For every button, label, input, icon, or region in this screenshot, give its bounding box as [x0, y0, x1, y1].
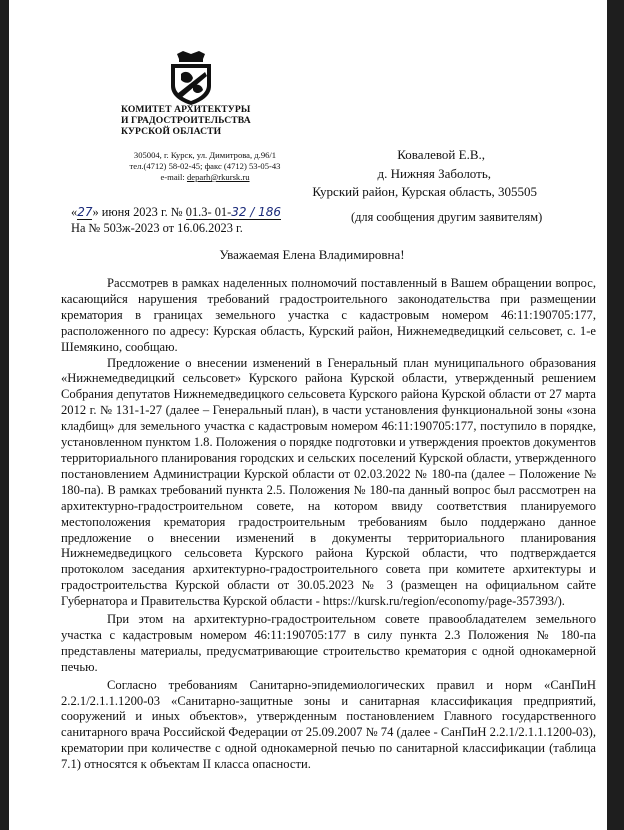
- organization-name: КОМИТЕТ АРХИТЕКТУРЫ И ГРАДОСТРОИТЕЛЬСТВА КУРСКОЙ ОБЛАСТИ: [121, 104, 251, 137]
- recipient-block: [309, 146, 609, 202]
- organization-phone: тел.(4712) 58-02-45; факс (4712) 53-05-43: [129, 161, 281, 171]
- recipient-note: (для сообщения другим заявителям): [351, 210, 543, 224]
- recipient-region: Курский район, Курская область, 305505: [312, 184, 537, 199]
- email-link[interactable]: deparh@rkursk.ru: [186, 172, 250, 182]
- paragraph: Рассмотрев в рамках наделенных полномочий поставленный в Вашем обращении вопрос, касающийся нарушения требований градостроительного законодательства при размещении крематория в границах земельного участка с кадастровым номером 46:11:190705:177, расположенного по адресу: Курская область, Курский район, Нижнемедведицкий сельсовет, с. 1-е Шемякино, сообщаю.: [61, 276, 596, 354]
- salutation: Уважаемая Елена Владимировна!: [219, 247, 405, 262]
- recipient-name: Ковалевой Е.В.,: [397, 147, 485, 162]
- kursk-coat-of-arms-icon: [167, 50, 215, 106]
- organization-contacts: [105, 150, 305, 183]
- scan-edge: [607, 0, 615, 830]
- letter-page: [9, 0, 615, 830]
- handwritten-number: 32 / 186: [231, 205, 282, 219]
- paragraph: При этом на архитектурно-градостроительном совете правообладателем земельного участка с кадастровым номером 46:11:190705:177 в силу пункта 2.3 Положения № 180-па представлены материалы, предусматривающие строительство крематория с одной однокамерной печью.: [61, 612, 596, 674]
- document-date-number: «27» июня 2023 г. № 01.3- 01-32 / 186: [71, 205, 282, 219]
- letter-body: [61, 276, 596, 773]
- organization-address: 305004, г. Курск, ул. Димитрова, д.96/1: [133, 150, 277, 160]
- recipient-village: д. Нижняя Заболоть,: [377, 165, 491, 181]
- paragraph: Предложение о внесении изменений в Генеральный план муниципального образования «Нижнемедведицкий сельсовет» Курского района Курской области, утвержденный решением Собрания депутатов Нижнемедведицкого сельсовета Курского района Курской области от 27 марта 2012 г. № 131-1-27 (далее – Генеральный план), в части установления функциональной зоны «зона кладбищ» для земельного участка с кадастровым номером 46:11:190705:177, поступило в порядке, установленном пунктом 1.8. Положения о порядке подготовки и утверждения проектов документов территориального планирования городских и сельских поселений Курской области, утвержденного постановлением Администрации Курской области от 02.03.2022 № 180-па (далее – Положение № 180-па). В рамках требований пункта 2.5. Положения № 180-па данный вопрос был рассмотрен на архитектурно-градостроительном совете, на котором ввиду соответствия планируемого местоположения крематория градостроительным требованиям было поддержано данное предложение о внесении изменений в документы территориального планирования Нижнемедведицкого сельсовета Курского района Курской области, что подтверждается протоколом заседания архитектурно-градостроительного совета при комитете архитектуры и градостроительства Курской области от 30.05.2023 № 3 (размещен на официальном сайте Губернатора и Правительства Курской области - https://kursk.ru/region/economy/page-357393/).: [61, 355, 596, 609]
- handwritten-day: 27: [77, 205, 93, 219]
- reply-reference: На № 503ж-2023 от 16.06.2023 г.: [71, 221, 243, 235]
- document-number: 01.3- 01-32 / 186: [185, 205, 282, 219]
- document-reference: [71, 204, 281, 236]
- organization-email-line: e-mail: deparh@rkursk.ru: [160, 172, 250, 182]
- paragraph: Согласно требованиям Санитарно-эпидемиологических правил и норм «СанПиН 2.2.1/2.1.1.1200-03 «Санитарно-защитные зоны и санитарная классификация предприятий, сооружений и иных объектов», утвержденным постановлением Главного государственного санитарного врача Российской Федерации от 25.09.2007 № 74 (далее - СанПиН 2.2.1/2.1.1.1200-03), крематории при количестве с одной однокамерной печью по санитарной классификации (таблица 7.1) относятся к объектам II класса опасности.: [61, 677, 596, 772]
